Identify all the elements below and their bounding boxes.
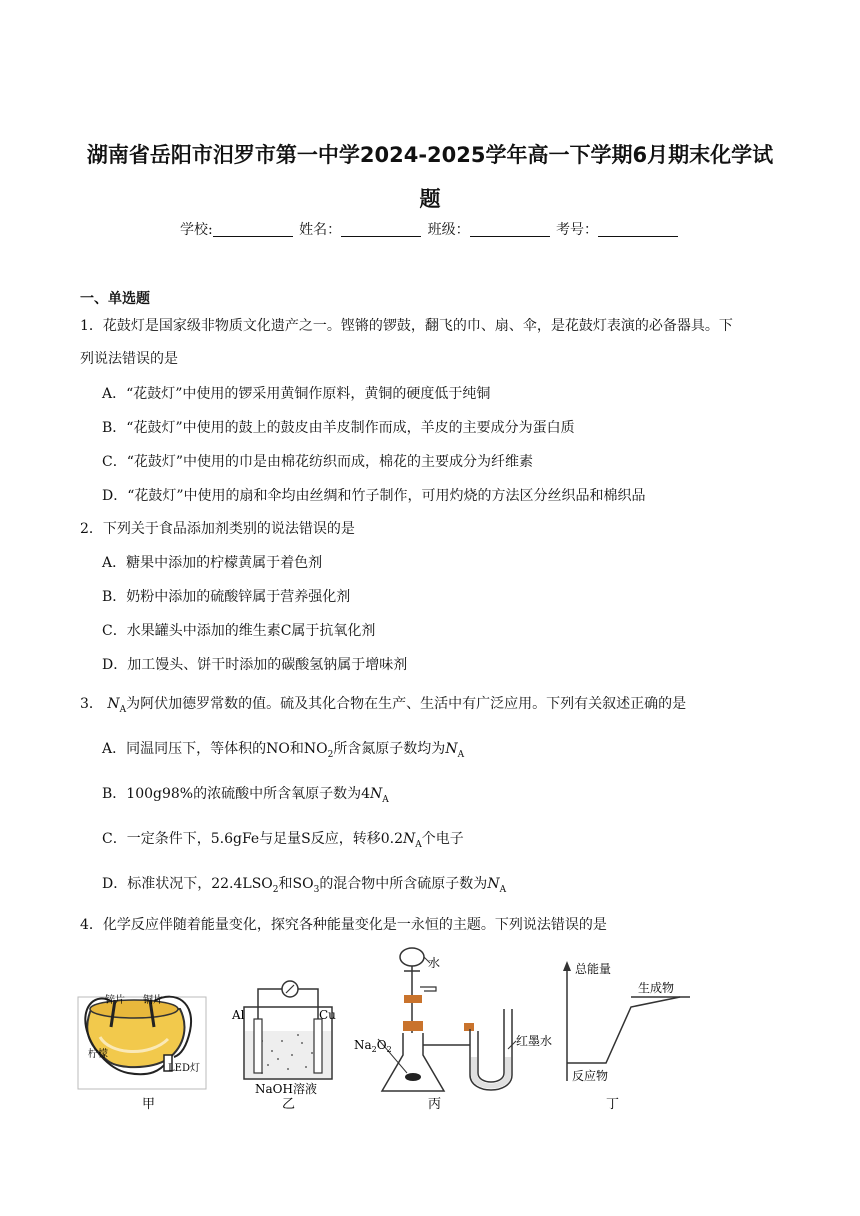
na-symbol: $N_A$ [107, 696, 127, 715]
energy-curve [567, 997, 680, 1063]
dropping-funnel [400, 948, 424, 966]
question-3-option-d: D．标准状况下，$22.4LSO_2$和$SO_3$的混合物中所含硫原子数为$N_A$ [102, 876, 507, 895]
page-title-continued: 题 [419, 187, 441, 211]
svg-text:丁: 丁 [606, 1097, 620, 1112]
question-1-stem-cont: 列说法错误的是 [80, 351, 178, 367]
svg-text:Na2O2: $Na_2O_2$ [354, 1038, 392, 1054]
question-1-option-d: D．“花鼓灯”中使用的扇和伞均由丝绸和竹子制作，可用灼烧的方法区分丝织品和棉织品 [102, 488, 646, 504]
question-3-option-b: B．100g98%的浓硫酸中所含氧原子数为$4N_A$ [102, 786, 389, 805]
question-2-option-c: C．水果罐头中添加的维生素C属于抗氧化剂 [102, 623, 376, 639]
svg-text:水: 水 [428, 956, 441, 970]
question-2-stem: 2．下列关于食品添加剂类别的说法错误的是 [80, 521, 355, 537]
question-1-option-b: B．“花鼓灯”中使用的鼓上的鼓皮由羊皮制作而成，羊皮的主要成分为蛋白质 [102, 420, 575, 436]
question-1-option-a: A．“花鼓灯”中使用的锣采用黄铜作原料，黄铜的硬度低于纯铜 [102, 386, 491, 402]
svg-text:Al: Al [232, 1008, 245, 1022]
svg-text:甲: 甲 [142, 1097, 156, 1112]
question-2-option-b: B．奶粉中添加的硫酸锌属于营养强化剂 [102, 589, 351, 605]
stopper [403, 1021, 423, 1031]
stopper-top [404, 995, 422, 1003]
svg-text:锌片: 锌片 [105, 995, 125, 1006]
svg-text:柠檬: 柠檬 [88, 1049, 108, 1060]
svg-text:Cu: Cu [319, 1008, 336, 1022]
page-title: 湖南省岳阳市汨罗市第一中学2024-2025学年高一下学期6月期末化学试 [86, 143, 774, 167]
svg-text:NaOH溶液: NaOH溶液 [255, 1082, 317, 1096]
class-label: 班级： [427, 222, 470, 238]
na2o2-solid [405, 1073, 421, 1081]
svg-text:生成物: 生成物 [638, 981, 675, 995]
svg-text:丙: 丙 [428, 1097, 442, 1112]
question-2-option-a: A．糖果中添加的柠檬黄属于着色剂 [102, 555, 323, 571]
student-info [0, 219, 860, 239]
question-3-option-a: A．同温同压下，等体积的NO和$NO_2$所含氮原子数均为$N_A$ [102, 741, 465, 760]
u-tube-inner [478, 1009, 504, 1082]
number-blank [598, 222, 678, 237]
figure-bing [354, 948, 552, 1112]
question-4-stem: 4．化学反应伴随着能量变化，探究各种能量变化是一永恒的主题。下列说法错误的是 [80, 917, 607, 933]
question-2-option-d: D．加工馒头、饼干时添加的碳酸氢钠属于增味剂 [102, 657, 408, 673]
school-label: 学校: [179, 222, 213, 238]
question-3-stem: 3． $N_A$为阿伏加德罗常数的值。硫及其化合物在生产、生活中有广泛应用。下列有关叙述正确的是 [80, 696, 687, 715]
question-4-figures [0, 945, 860, 1135]
svg-text:乙: 乙 [282, 1097, 296, 1112]
al-electrode [254, 1019, 262, 1073]
figure-jia [78, 993, 206, 1112]
figure-yi [231, 981, 336, 1112]
name-blank [341, 222, 421, 237]
svg-text:铜片: 铜片 [143, 995, 163, 1006]
svg-text:红墨水: 红墨水 [516, 1034, 553, 1048]
question-1-stem: 1．花鼓灯是国家级非物质文化遗产之一。铿锵的锣鼓，翻飞的巾、扇、伞，是花鼓灯表演的必备器具。下 [80, 318, 733, 334]
svg-text:LED灯: LED灯 [168, 1063, 200, 1074]
figure-ding [563, 961, 690, 1112]
number-label: 考号： [556, 222, 599, 238]
name-label: 姓名： [299, 222, 342, 238]
school-blank [213, 222, 293, 237]
class-blank [470, 222, 550, 237]
conical-flask [382, 1033, 444, 1091]
section-heading: 一、单选题 [80, 291, 150, 307]
question-3-option-c: C．一定条件下，5.6gFe与足量S反应，转移$0.2N_A$个电子 [102, 831, 464, 850]
svg-text:反应物: 反应物 [572, 1069, 609, 1083]
cu-electrode [314, 1019, 322, 1073]
svg-text:总能量: 总能量 [575, 962, 612, 976]
question-1-option-c: C．“花鼓灯”中使用的巾是由棉花纺织而成，棉花的主要成分为纤维素 [102, 454, 534, 470]
